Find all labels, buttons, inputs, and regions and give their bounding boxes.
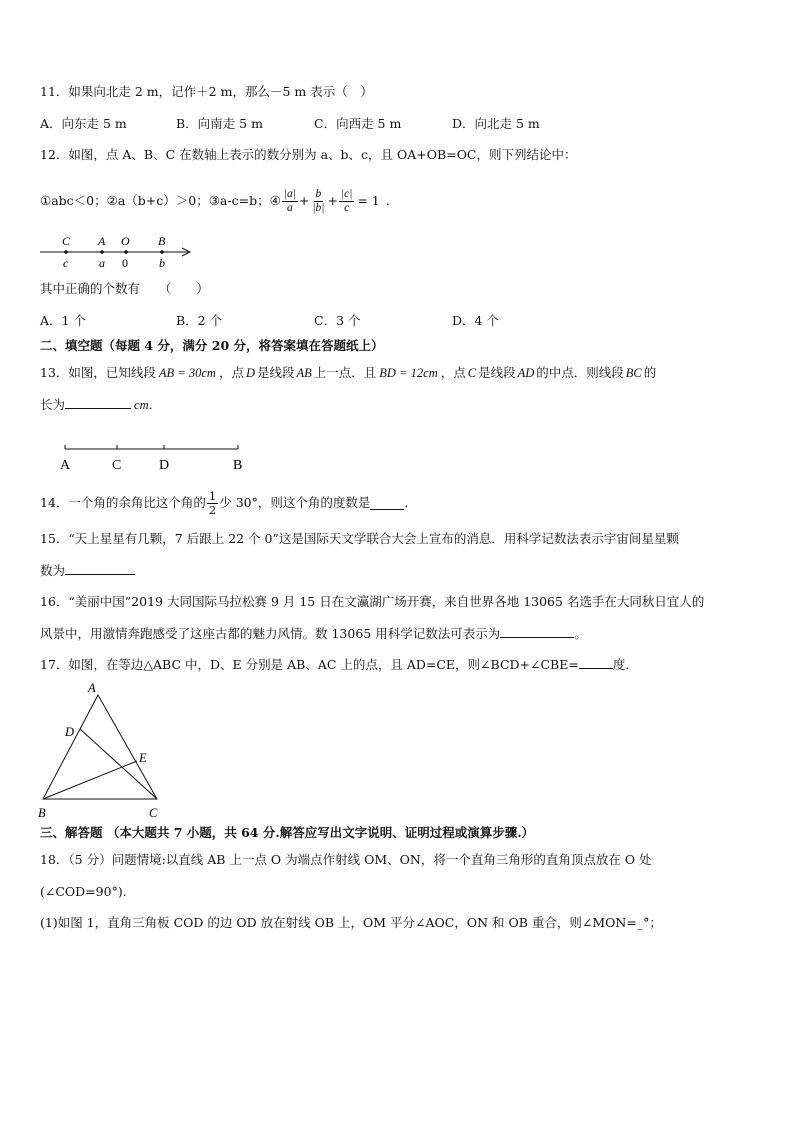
q14-text: 14．一个角的余角比这个角的	[40, 495, 206, 510]
q17-text: 度.	[612, 657, 630, 672]
fraction-numerator: |a|	[283, 187, 296, 200]
q13-text: 的	[643, 365, 657, 380]
number-line-figure	[36, 230, 206, 272]
point-label-E: E	[139, 751, 147, 765]
answer-blank[interactable]	[65, 562, 135, 575]
q13-text: ，点	[218, 365, 244, 380]
fraction-numerator: 1	[208, 488, 217, 503]
point-b	[160, 250, 164, 254]
axis-label-C: C	[62, 234, 71, 248]
q17-line	[40, 656, 629, 673]
q13-segment-ad: AD	[517, 366, 535, 380]
q13-ab-length: AB = 30cm	[158, 366, 216, 380]
segment-label-A: A	[60, 458, 71, 473]
q12-conclusion-3: ③a-c=b；	[208, 193, 270, 208]
axis-value-a: a	[99, 256, 105, 270]
q13-text: 长为	[40, 397, 66, 412]
q12-conclusion-4-label: ④	[269, 193, 281, 208]
q14-text: ．	[404, 495, 417, 510]
q13-text: 上一点．且	[313, 365, 377, 380]
answer-blank[interactable]	[370, 497, 404, 510]
q16-text: 风景中，用激情奔跑感受了这座古都的魅力风情。数 13065 用科学记数法可表示为	[40, 626, 501, 641]
q11-option-b: B．向南走 5 m	[176, 116, 263, 131]
fraction-denominator: c	[344, 201, 350, 214]
q12-conclusion-1: ①abc＜0；	[40, 193, 107, 208]
axis-value-0: 0	[122, 256, 128, 270]
point-a	[100, 250, 104, 254]
q16-line-2	[40, 625, 587, 642]
segment-label-B: B	[233, 458, 243, 473]
q13-text: 是线段	[478, 365, 516, 380]
fraction-denominator: a	[286, 201, 293, 214]
q12-option-d: D．4 个	[452, 313, 499, 328]
q13-text: ，点	[440, 365, 466, 380]
vertex-label-A: A	[88, 681, 96, 695]
section-2-heading: 二、填空题（每题 4 分，满分 20 分，将答案填在答题纸上）	[40, 338, 384, 353]
q18-line-3: (1)如图 1，直角三角板 COD 的边 OD 放在射线 OB 上，OM 平分∠AOC，ON 和 OB 重合，则∠MON=_°；	[40, 915, 662, 930]
q13-text: 的中点．则线段	[536, 365, 624, 380]
q16-line-1: 16．“美丽中国”2019 大同国际马拉松赛 9 月 15 日在文瀛湖广场开赛，来自世界各地 13065 名选手在大同秋日宜人的	[40, 594, 705, 609]
segment-label-D: D	[159, 458, 170, 473]
axis-value-b: b	[159, 256, 165, 270]
q12-question: 其中正确的个数有 （ ）	[40, 281, 209, 296]
segment-label-C: C	[112, 458, 122, 473]
q13-unit: cm	[134, 398, 149, 412]
point-c	[64, 250, 68, 254]
vertex-label-C: C	[149, 806, 158, 820]
q13-text: ．	[148, 397, 162, 412]
q13-line-1	[40, 365, 656, 381]
q11-option-c: C．向西走 5 m	[314, 116, 402, 131]
plus-sign: +	[327, 193, 338, 208]
q14-text: 少 30°，则这个角的度数是	[219, 495, 371, 510]
q12-option-a: A．1 个	[40, 313, 86, 328]
q13-text: 是线段	[256, 365, 295, 380]
q12-option-c: C．3 个	[314, 313, 361, 328]
fraction-abs-c-over-c	[339, 188, 354, 215]
q13-line-2	[40, 396, 161, 413]
axis-label-A: A	[98, 234, 106, 248]
q13-text: 13．如图，已知线段	[40, 365, 156, 380]
q18-line-2: (∠COD=90°).	[40, 884, 127, 899]
fraction-b-over-abs-b	[310, 188, 326, 215]
plus-sign: +	[298, 193, 310, 208]
fraction-one-half	[207, 490, 218, 517]
q12-conclusions	[40, 184, 398, 218]
fraction-numerator: |c|	[340, 187, 353, 200]
answer-blank[interactable]	[65, 396, 131, 409]
q17-text: 17．如图，在等边△ABC 中，D、E 分别是 AB、AC 上的点，且 AD=CE，则∠BCD+∠CBE=	[40, 657, 579, 672]
end-mark: ．	[385, 193, 399, 208]
fraction-denominator: 2	[208, 502, 217, 517]
fraction-denominator: |b|	[312, 201, 325, 214]
q13-segment-bc: BC	[625, 366, 642, 380]
equals-one: = 1	[357, 193, 380, 208]
answer-blank[interactable]	[500, 625, 574, 638]
q13-point-d: D	[245, 366, 255, 380]
fraction-numerator: b	[315, 187, 322, 200]
segment-be	[43, 761, 137, 799]
q18-line-1: 18．（5 分）问题情境:以直线 AB 上一点 O 为端点作射线 OM、ON，将一个直角三角形的直角顶点放在 O 处	[40, 852, 652, 867]
point-label-D: D	[65, 725, 75, 739]
q16-text: 。	[574, 626, 587, 641]
q11-stem: 11．如果向北走 2 m，记作＋2 m，那么－5 m 表示（ ）	[40, 84, 373, 99]
q12-option-b: B．2 个	[176, 313, 223, 328]
q12-conclusion-2: ②a（b+c）＞0；	[106, 193, 209, 208]
vertex-label-B: B	[38, 806, 46, 820]
q13-segment-ab: AB	[296, 366, 312, 380]
q13-bd-length: BD = 12cm	[379, 366, 438, 380]
q11-option-a: A．向东走 5 m	[40, 116, 127, 131]
fraction-abs-a-over-a	[282, 188, 298, 215]
axis-label-B: B	[158, 234, 166, 248]
q13-point-c: C	[467, 366, 477, 380]
answer-blank[interactable]	[579, 656, 613, 669]
axis-label-O: O	[121, 234, 130, 248]
q14-line	[40, 486, 417, 520]
q15-text: 数为	[40, 563, 66, 578]
q11-option-d: D．向北走 5 m	[452, 116, 540, 131]
q12-stem: 12．如图，点 A、B、C 在数轴上表示的数分别为 a、b、c，且 OA+OB=OC，则下列结论中：	[40, 147, 577, 162]
section-3-heading: 三、解答题 （本大题共 7 小题，共 64 分.解答应写出文字说明、证明过程或演算步骤.）	[40, 825, 535, 840]
q15-line-2	[40, 562, 135, 579]
point-o	[124, 250, 128, 254]
axis-value-c: c	[63, 256, 69, 270]
segment-figure	[56, 438, 252, 474]
triangle-figure	[34, 680, 166, 822]
q15-line-1: 15．“天上星星有几颗，7 后跟上 22 个 0”这是国际天文学联合大会上宣布的消息．用科学记数法表示宇宙间星星颗	[40, 531, 679, 546]
